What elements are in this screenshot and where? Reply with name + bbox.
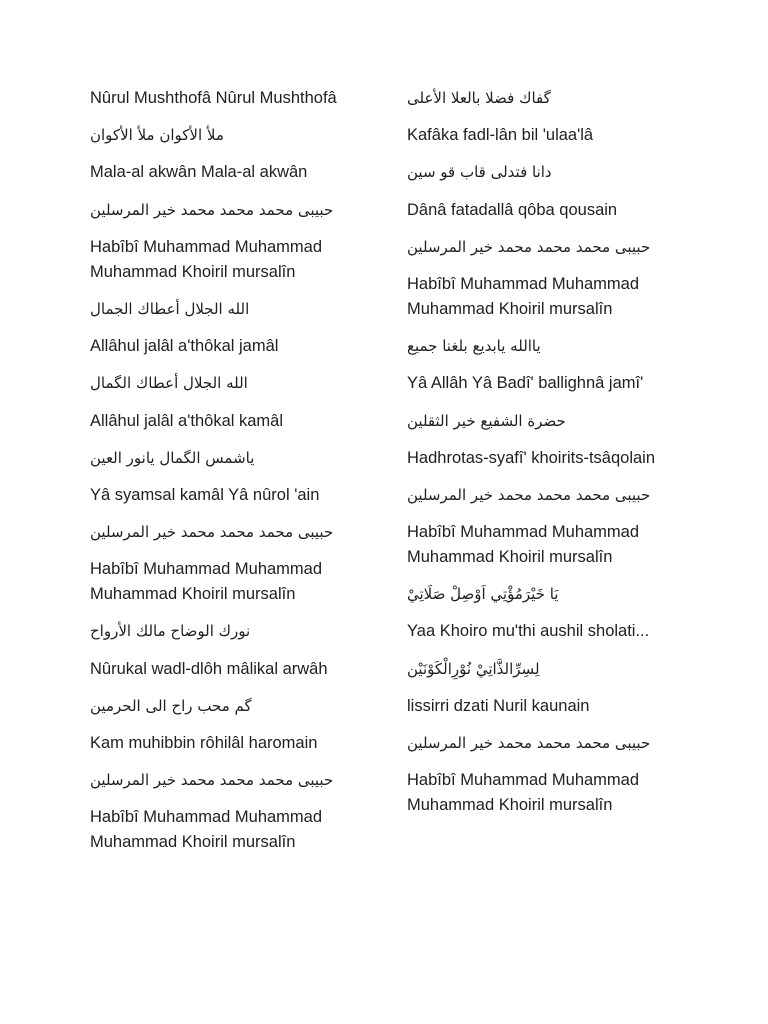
lyric-line: Allâhul jalâl a'thôkal jamâl [90, 337, 279, 356]
lyric-line: دانا فتدلى قاب قو سين [407, 163, 552, 182]
lyric-line: Yâ Allâh Yâ Badî' ballighnâ jamî' [407, 374, 644, 393]
right-column [407, 86, 697, 830]
lyric-line: Yâ syamsal kamâl Yâ nûrol 'ain [90, 485, 320, 504]
lyric-line: حبيبى محمد محمد محمد خير المرسلين [90, 200, 334, 219]
lyric-line: Habîbî Muhammad Muhammad Muhammad Khoiril mursalîn [407, 771, 640, 815]
lyric-line: ملأ الأكوان ملأ الأكوان [90, 126, 224, 145]
lyric-line: حبيبى محمد محمد محمد خير المرسلين [407, 734, 651, 752]
lyric-line: الله الجلال أعطاك الگمال [90, 374, 248, 393]
lyric-line: Habîbî Muhammad Muhammad Muhammad Khoiril mursalîn [407, 274, 640, 318]
lyric-line: Hadhrotas-syafî' khoirits-tsâqolain [407, 448, 656, 467]
lyric-line: ياالله يابديع بلغنا جميع [407, 337, 541, 356]
lyric-line: lissirri dzati Nuril kaunain [407, 696, 590, 715]
lyric-line: Yaa Khoiro mu'thi aushil sholati... [407, 622, 650, 641]
lyric-line: ياشمس الگمال يانور العين [90, 448, 255, 467]
lyric-line: گم محب راح الى الحرمين [90, 696, 252, 715]
lyric-line: Kafâka fadl-lân bil 'ulaa'lâ [407, 126, 594, 145]
lyric-line: حبيبى محمد محمد محمد خير المرسلين [90, 771, 334, 790]
lyric-line: Habîbî Muhammad Muhammad Muhammad Khoiril mursalîn [90, 808, 323, 852]
lyric-line: Habîbî Muhammad Muhammad Muhammad Khoiril mursalîn [90, 560, 323, 604]
lyric-line: نورك الوضاح مالك الأرواح [90, 622, 251, 641]
lyric-line: حضرة الشفيع خير الثقلين [407, 411, 566, 430]
lyric-line: Allâhul jalâl a'thôkal kamâl [90, 411, 284, 430]
lyric-line: Kam muhibbin rôhilâl haromain [90, 734, 318, 752]
lyric-line: Mala-al akwân Mala-al akwân [90, 163, 308, 182]
lyric-line: حبيبى محمد محمد محمد خير المرسلين [90, 523, 334, 542]
lyric-line: گفاك فضلا بالعلا الأعلى [407, 89, 551, 107]
lyric-line: لِسِرِّالذَّاتِيْ نُوْرِالْكَوْنَيْن [407, 659, 540, 678]
lyric-line: Dânâ fatadallâ qôba qousain [407, 200, 618, 219]
lyric-line: يَا خَيْرَمُؤْتِي اَوْصِلْ صَلَاتِيْ [407, 585, 559, 604]
lyric-line: Habîbî Muhammad Muhammad Muhammad Khoiril mursalîn [407, 523, 640, 567]
left-column [90, 86, 390, 868]
lyric-line: Nûrukal wadl-dlôh mâlikal arwâh [90, 659, 328, 678]
lyric-line: Habîbî Muhammad Muhammad Muhammad Khoiril mursalîn [90, 237, 323, 281]
lyric-line: الله الجلال أعطاك الجمال [90, 299, 250, 318]
lyric-line: حبيبى محمد محمد محمد خير المرسلين [407, 237, 651, 256]
lyric-line: حبيبى محمد محمد محمد خير المرسلين [407, 485, 651, 504]
lyric-line: Nûrul Mushthofâ Nûrul Mushthofâ [90, 89, 337, 107]
